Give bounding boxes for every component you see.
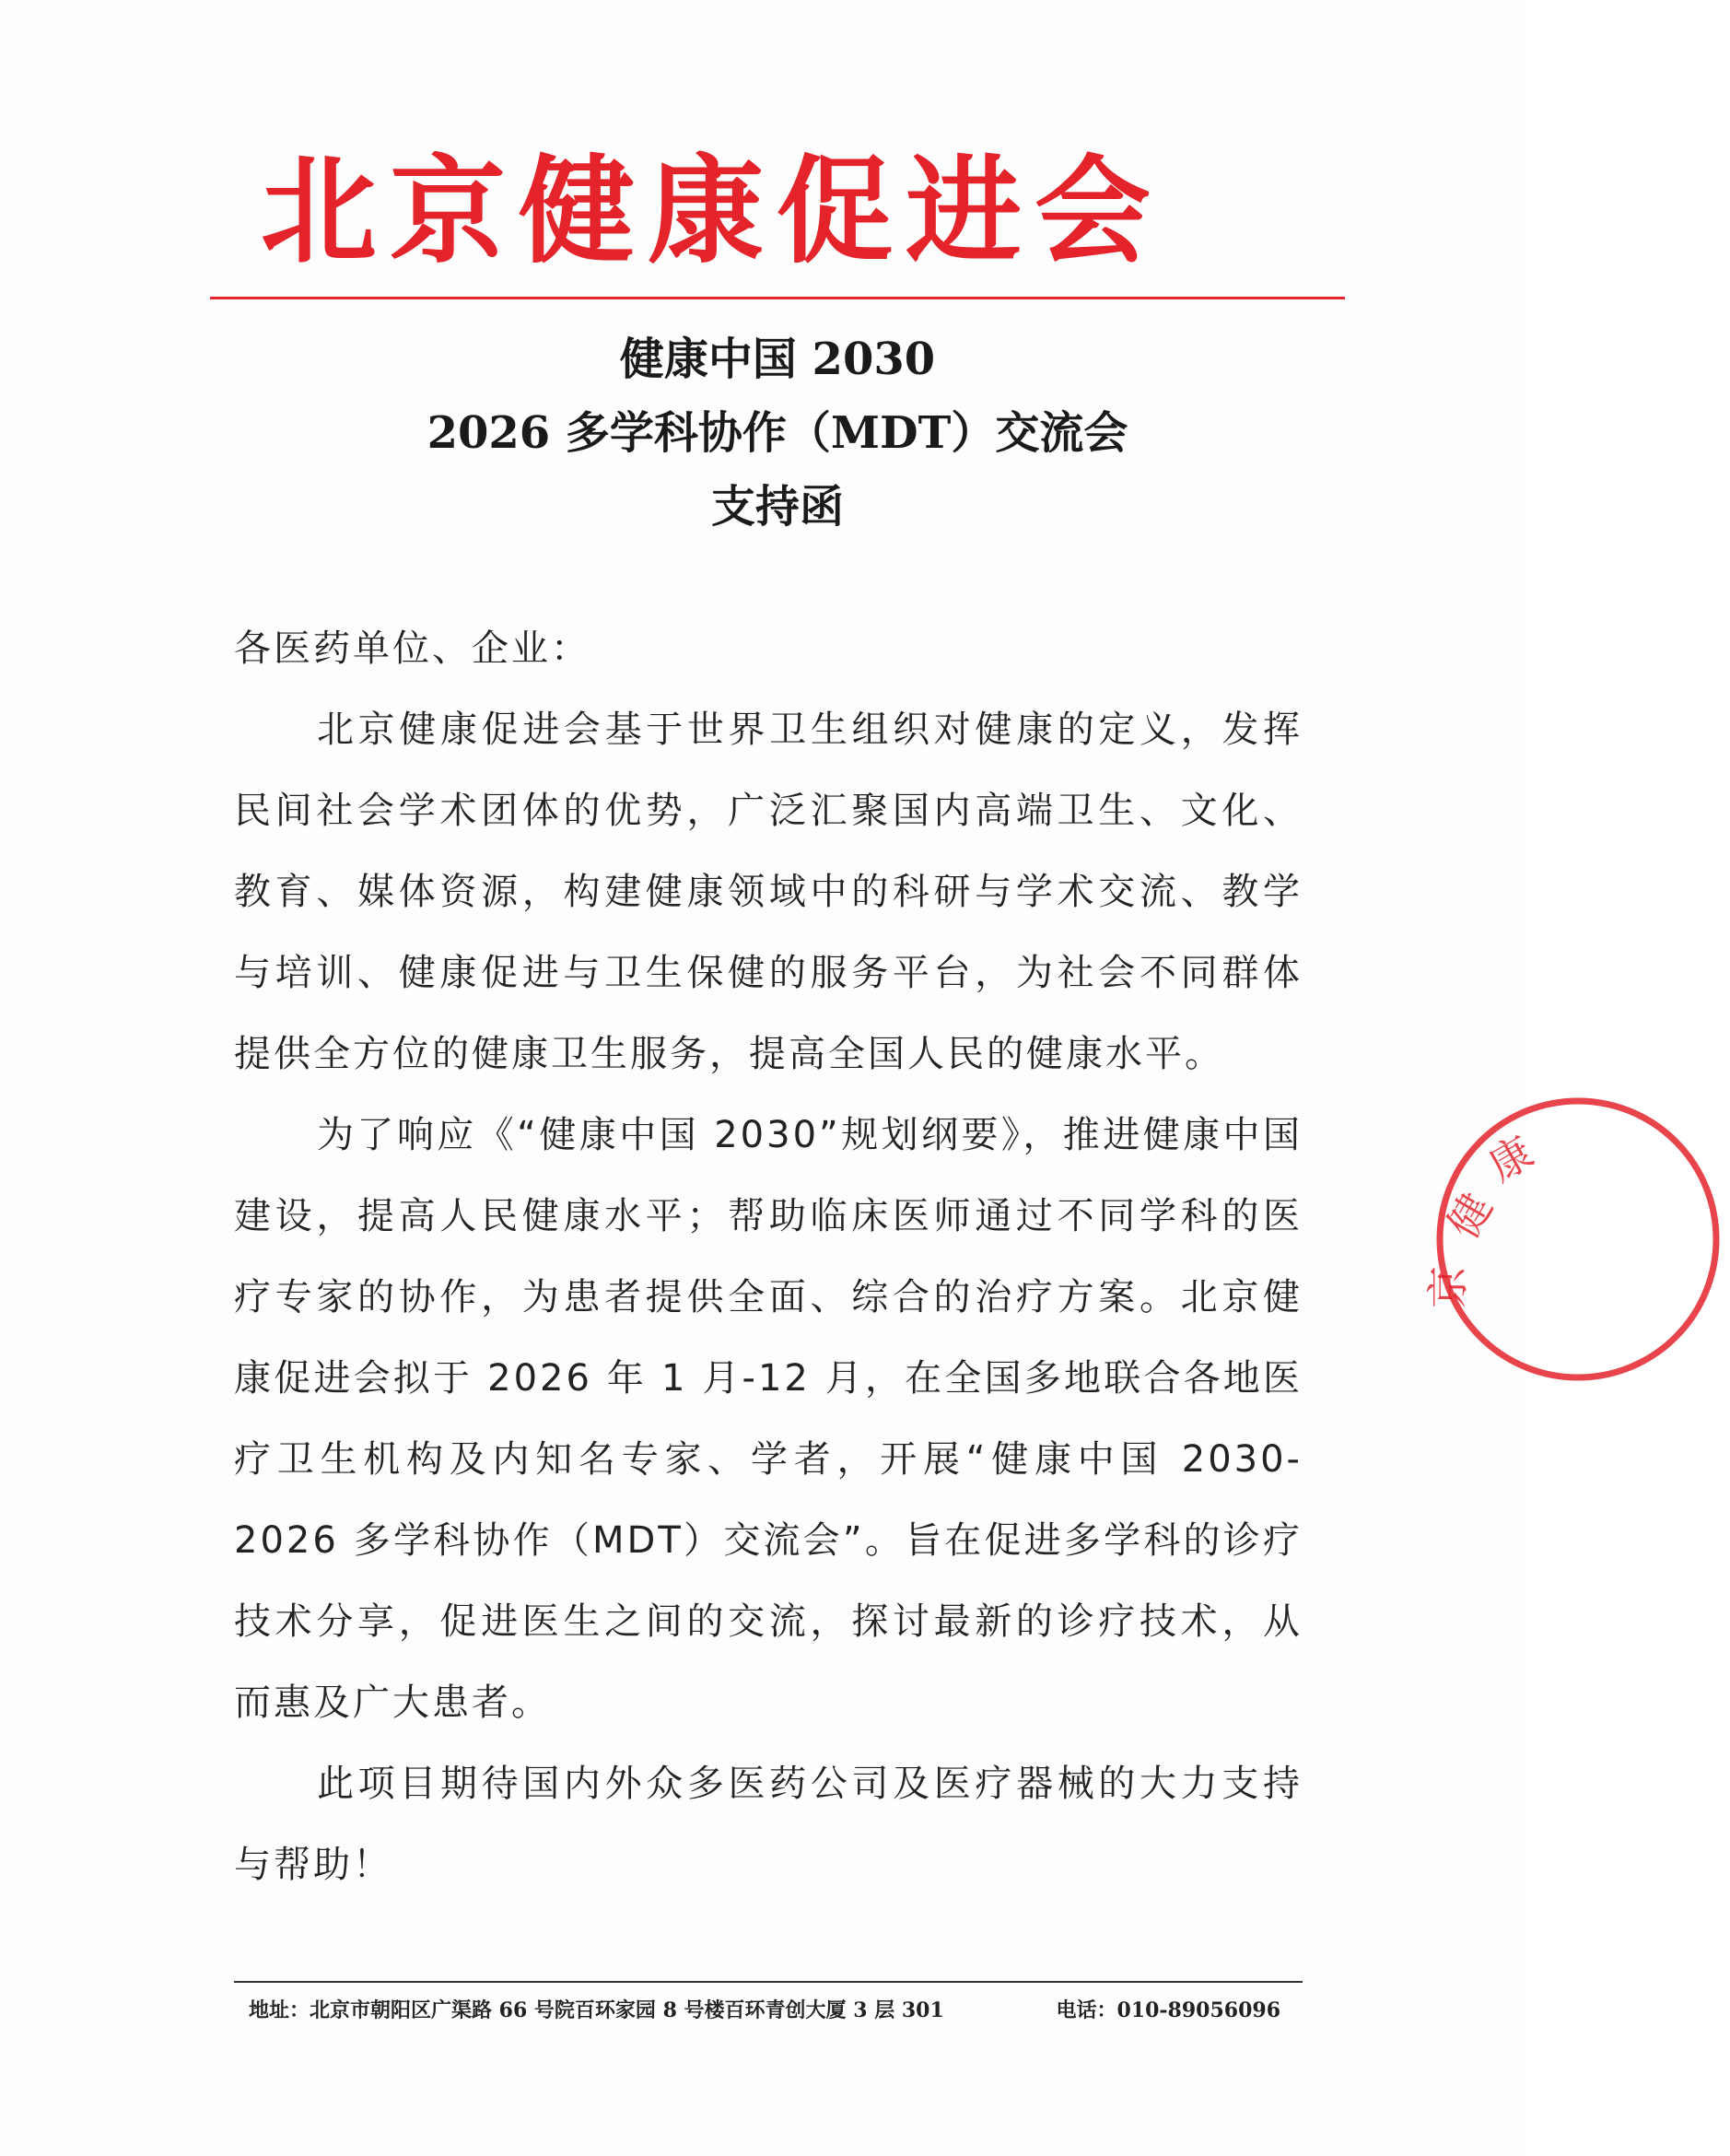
footer-address: 地址：北京市朝阳区广渠路 66 号院百环家园 8 号楼百环青创大厦 3 层 301	[249, 1998, 944, 2022]
letter-body	[234, 608, 1303, 1905]
svg-text:健: 健	[1437, 1184, 1502, 1247]
svg-text:康: 康	[1479, 1126, 1542, 1191]
letterhead-divider	[210, 297, 1345, 299]
paragraph-3: 此项目期待国内外众多医药公司及医疗器械的大力支持与帮助！	[234, 1763, 1303, 1886]
title-line-3: 支持函	[710, 481, 844, 533]
document-title-block	[210, 322, 1345, 544]
svg-text:京: 京	[1423, 1266, 1473, 1308]
paragraph-2: 为了响应《“健康中国 2030”规划纲要》，推进健康中国建设，提高人民健康水平；帮助临床医师通过不同学科的医疗专家的协作，为患者提供全面、综合的治疗方案。北京健康促进会拟于 2026 年 1 月-12 月，在全国多地联合各地医疗卫生机构及内知名专家、学者，开展“健康中国 2030-2026 多学科协作（MDT）交流会”。旨在促进多学科的诊疗技术分享，促进医生之间的交流，探讨最新的诊疗技术，从而惠及广大患者。	[234, 1114, 1303, 1724]
footer	[249, 1992, 1290, 2029]
paragraph-1: 北京健康促进会基于世界卫生组织对健康的定义，发挥民间社会学术团体的优势，广泛汇聚国内高端卫生、文化、教育、媒体资源，构建健康领域中的科研与学术交流、教学与培训、健康促进与卫生保健的服务平台，为社会不同群体提供全方位的健康卫生服务，提高全国人民的健康水平。	[234, 709, 1303, 1075]
official-seal-stamp	[1423, 1087, 1542, 1391]
title-line-1: 健康中国 2030	[619, 334, 936, 385]
footer-divider	[234, 1981, 1303, 1983]
salutation: 各医药单位、企业：	[234, 627, 590, 670]
title-line-2: 2026 多学科协作（MDT）交流会	[427, 407, 1128, 459]
footer-phone: 电话：010-89056096	[1056, 1998, 1280, 2022]
seal-graphic	[1423, 1087, 1730, 1391]
letterhead-org-name: 北京健康促进会	[261, 144, 1163, 279]
